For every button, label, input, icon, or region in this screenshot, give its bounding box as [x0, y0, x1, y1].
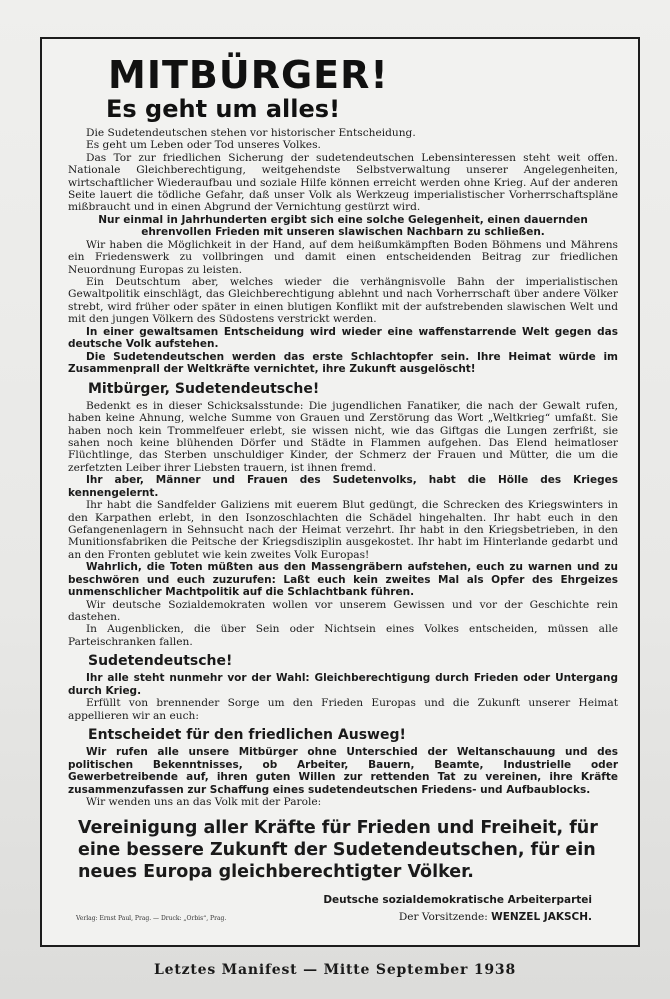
callout-call-to-all: Wir rufen alle unsere Mitbürger ohne Unterschied der Weltanschauung und des politischen Bekenntnisses, ob Arbeiter, Bauern, Beamte, Industrielle oder Gewerbetreibende auf, ihren guten Willen zur rettenden Tat zu vereinen, ihre Kräfte zusammenzufassen zur Schaffung eines sudetendeutschen Friedens- und Aufbaublocks.	[68, 746, 618, 796]
paragraph-party-barriers: In Augenblicken, die über Sein oder Nichtsein eines Volkes entscheiden, müssen alle Parteischranken fallen.	[68, 623, 618, 648]
chairman-line	[399, 911, 592, 923]
paragraph-galicia: Ihr habt die Sandfelder Galiziens mit euerem Blut gedüngt, die Schrecken des Kriegswinters in den Karpathen erlebt, in den Isonzoschlachten die Schädel hingehalten. Ihr habt euch in den Gefangenenlagern in Sehnsucht nach der Heimat verzehrt. Ihr habt in den Kriegsbetrieben, in den Munitionsfabriken die Peitsche der Kriegsdisziplin ausgekostet. Ihr habt im Hinterlande gedarbt und an den Fronten geblutet wie kein zweites Volk Europas!	[68, 499, 618, 561]
final-slogan: Vereinigung aller Kräfte für Frieden und Freiheit, für eine bessere Zukunft der Sudetendeutschen, für ein neues Europa gleichberechtigter Völker.	[78, 817, 598, 882]
callout-first-victim: Die Sudetendeutschen werden das erste Schlachtopfer sein. Ihre Heimat würde im Zusammenprall der Weltkräfte vernichtet, ihre Zukunft ausgelöscht!	[68, 350, 618, 376]
manifesto-poster	[40, 37, 640, 947]
paragraph-deutschtum: Ein Deutschtum aber, welches wieder die verhängnisvolle Bahn der imperialistischen Gewaltpolitik einschlägt, das Gleichberechtigung ablehnt und nach Vorherrschaft über andere Völker strebt, wird früher oder später in einen blutigen Konflikt mit der aufstrebenden slawischen Welt und mit den jungen Völkern des Südostens verstrickt werden.	[68, 276, 618, 326]
paragraph-fanatics: Bedenkt es in dieser Schicksalsstunde: Die jugendlichen Fanatiker, die nach der Gewalt rufen, haben keine Ahnung, welche Summe von Grauen und Zerstörung das Wort „Weltkrieg“ umfaßt. Sie haben noch kein Trommelfeuer erlebt, sie wissen nicht, wie das Giftgas die Lungen zerfrißt, sie sahen noch keine blühenden Dörfer und Städte in Flammen aufgehen. Das Elend heimatloser Flüchtlinge, das Sterben unschuldiger Kinder, der Schmerz der Frauen und Mütter, die um die zerfetzten Leiber ihrer Liebsten trauern, ist ihnen fremd.	[68, 399, 618, 474]
callout-hell-of-war: Ihr aber, Männer und Frauen des Sudetenvolks, habt die Hölle des Krieges kennengelernt.	[68, 474, 618, 499]
section-heading-peaceful-way: Entscheidet für den friedlichen Ausweg!	[88, 727, 406, 744]
party-name: Deutsche sozialdemokratische Arbeiterpartei	[323, 893, 592, 906]
paragraph-appeal: Erfüllt von brennender Sorge um den Frieden Europas und die Zukunft unserer Heimat appellieren wir an euch:	[68, 697, 618, 722]
printer-imprint: Verlag: Ernst Paul, Prag. — Druck: „Orbis“, Prag.	[76, 914, 227, 922]
intro-line-1: Die Sudetendeutschen stehen vor historischer Entscheidung.	[86, 127, 416, 139]
chairman-name: WENZEL JAKSCH.	[491, 910, 592, 923]
intro-paragraph: Das Tor zur friedlichen Sicherung der sudetendeutschen Lebensinteressen steht weit offen. Nationale Gleichberechtigung, weitgehendste Selbstverwaltung unserer Angelegenheiten, wirtschaftlicher Wiederaufbau und soziale Hilfe können erreicht werden ohne Krieg. Auf der anderen Seite lauert die tödliche Gefahr, daß unser Volk als Werkzeug imperialistischer Vorherrschaftspläne mißbraucht und in einen Abgrund der Vernichtung gestürzt wird.	[68, 151, 618, 214]
intro-line-2: Es geht um Leben oder Tod unseres Volkes.	[86, 139, 321, 152]
page-caption: Letztes Manifest — Mitte September 1938	[153, 962, 517, 978]
section-heading-mitbuerger: Mitbürger, Sudetendeutsche!	[88, 380, 320, 397]
callout-once-in-centuries: Nur einmal in Jahrhunderten ergibt sich eine solche Gelegenheit, einen dauernden ehrenvollen Frieden mit unseren slawischen Nachbarn zu schließen.	[98, 213, 588, 239]
paragraph-social-democrats: Wir deutsche Sozialdemokraten wollen vor unserem Gewissen und vor der Geschichte rein dastehen.	[68, 598, 618, 624]
headline: MITBÜRGER!	[108, 53, 389, 97]
subheadline: Es geht um alles!	[106, 95, 341, 123]
signature-row	[68, 911, 618, 923]
paragraph-possibility: Wir haben die Möglichkeit in der Hand, auf dem heißumkämpften Boden Böhmens und Mährens ein Friedenswerk zu vollbringen und damit einen entscheidenden Beitrag zur friedlichen Neuordnung Europas zu leisten.	[68, 238, 618, 276]
chairman-label: Der Vorsitzende:	[398, 910, 488, 923]
paragraph-parole: Wir wenden uns an das Volk mit der Parole:	[86, 796, 322, 809]
callout-violent-decision: In einer gewaltsamen Entscheidung wird wieder eine waffenstarrende Welt gegen das deutsche Volk aufstehen.	[68, 325, 618, 351]
callout-the-dead: Wahrlich, die Toten müßten aus den Massengräbern aufstehen, euch zu warnen und zu beschwören und euch zuzurufen: Laßt euch kein zweites Mal als Opfer des Ehrgeizes unmenschlicher Machtpolitik auf die Schlachtbank führen.	[68, 561, 618, 599]
callout-choice: Ihr alle steht nunmehr vor der Wahl: Gleichberechtigung durch Frieden oder Untergang durch Krieg.	[68, 672, 618, 697]
section-heading-sudetendeutsche: Sudetendeutsche!	[88, 653, 233, 670]
